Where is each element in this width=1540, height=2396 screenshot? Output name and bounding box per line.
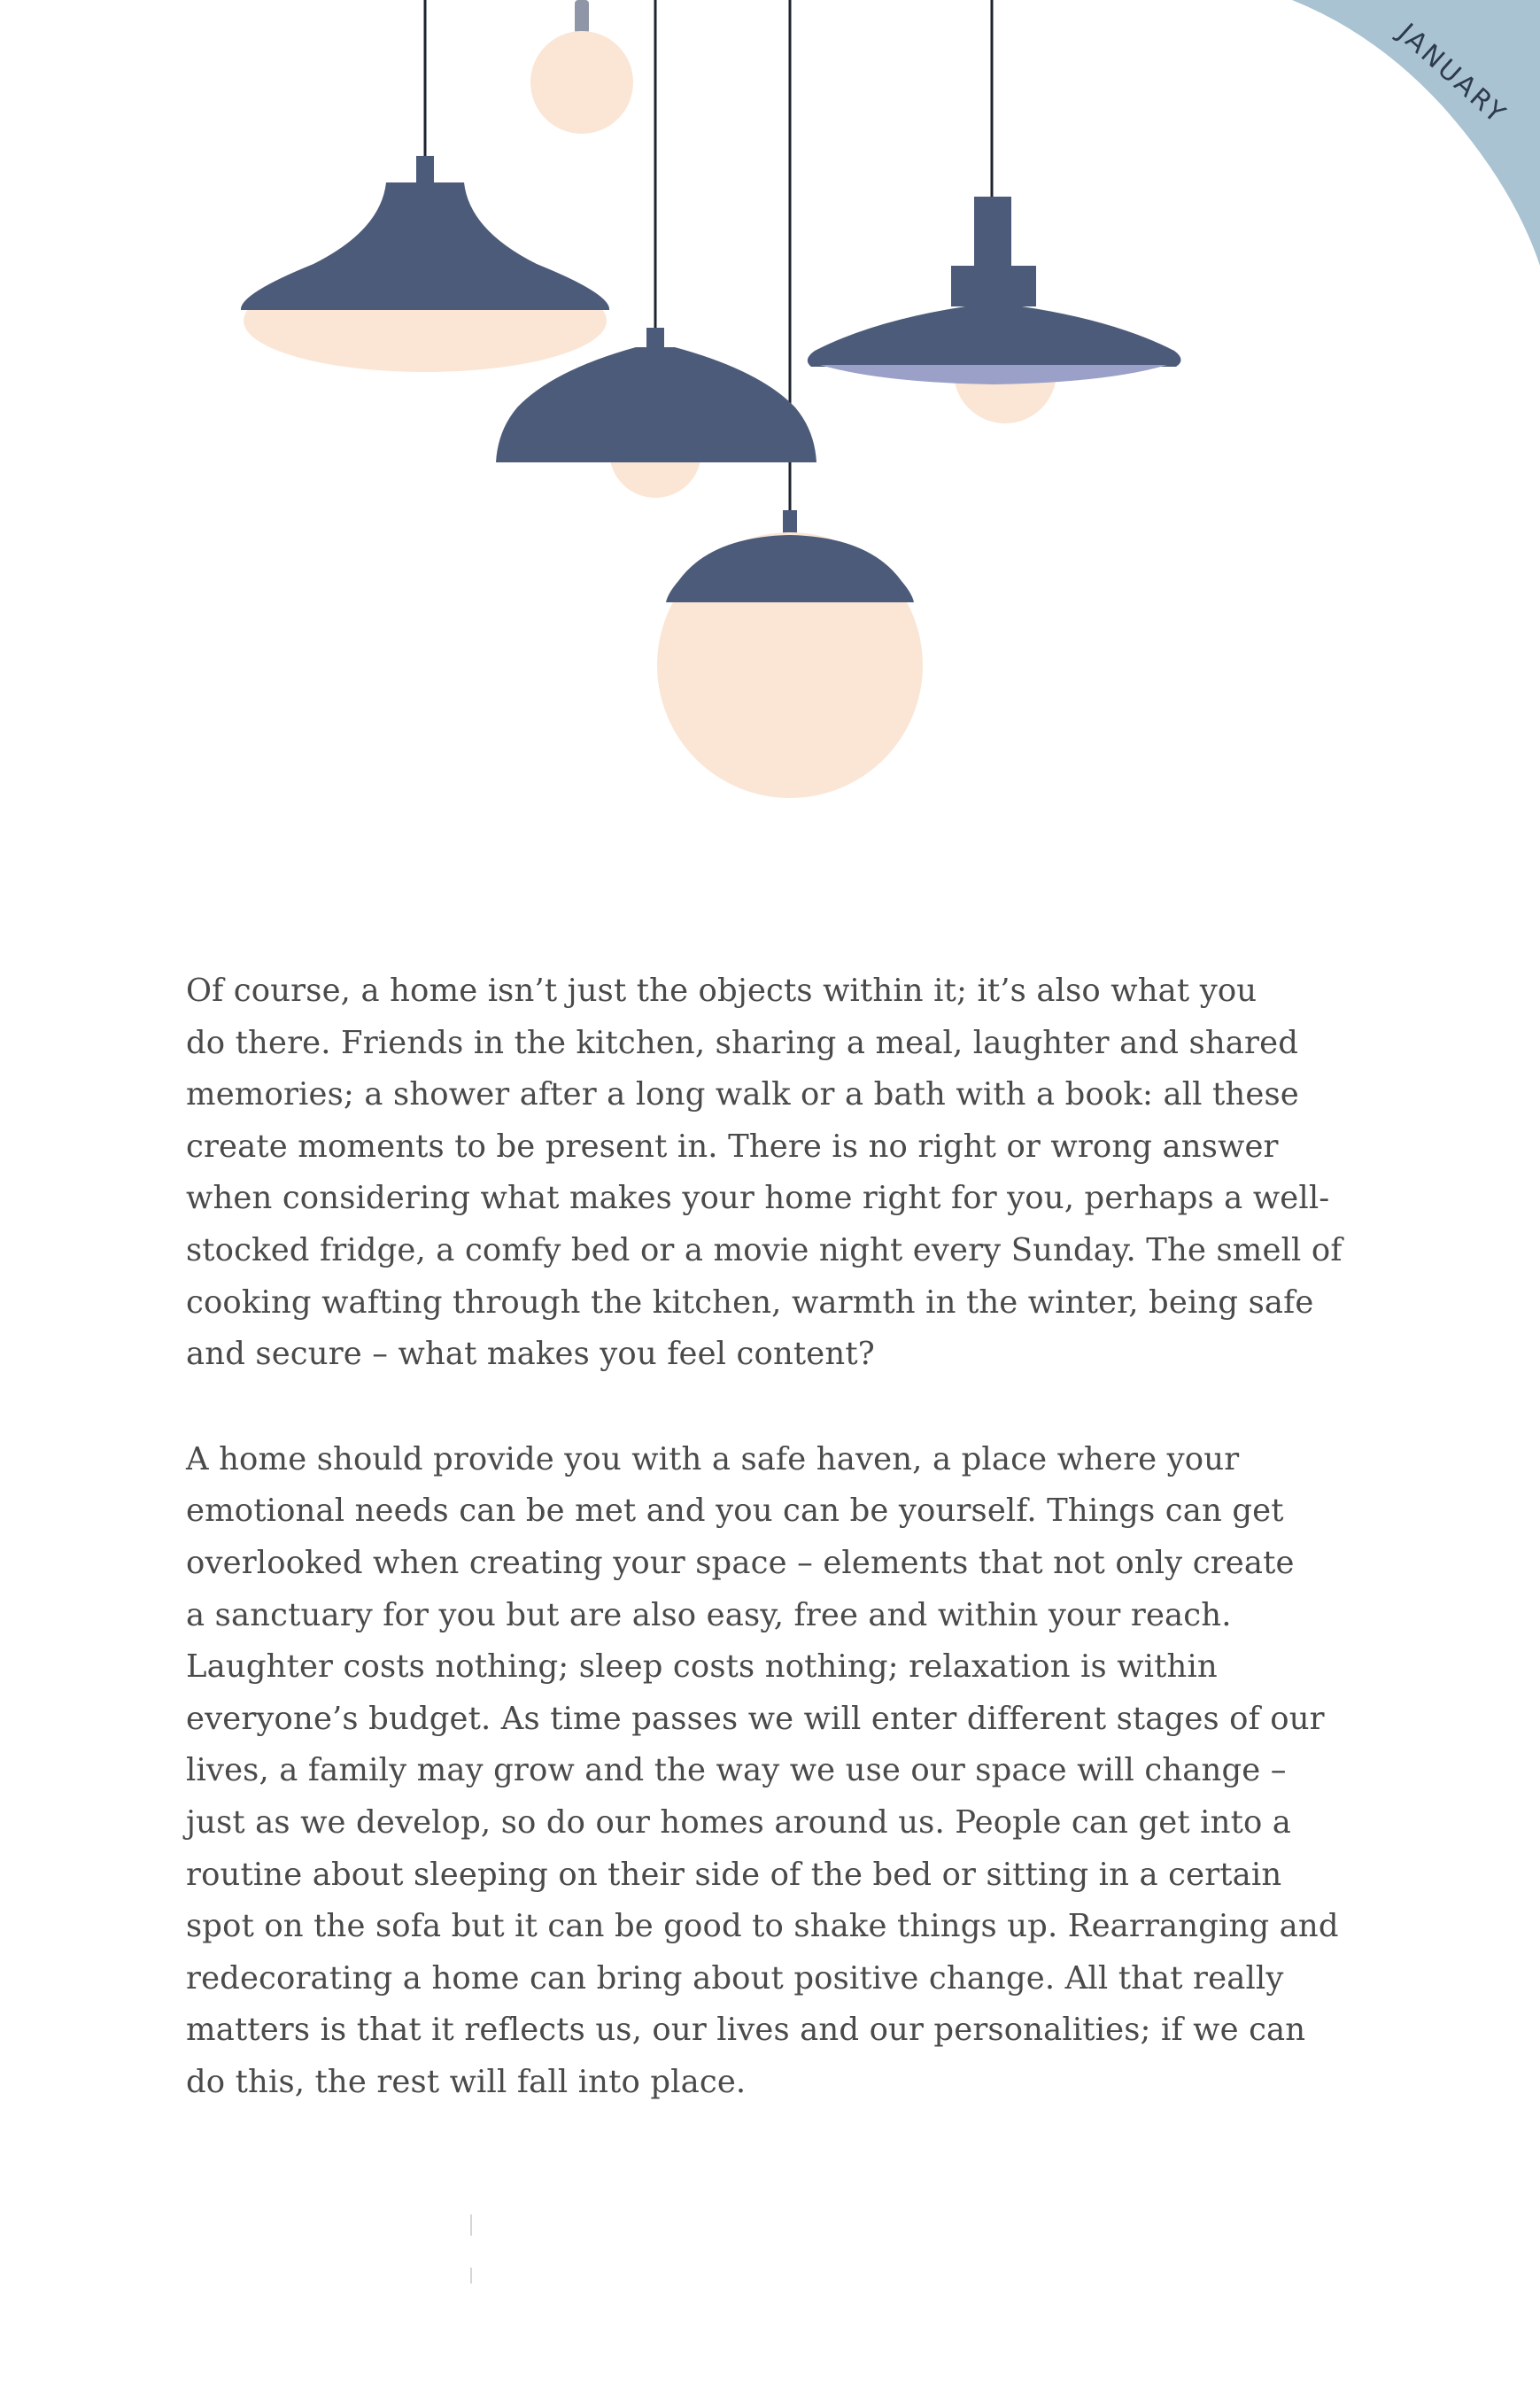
left-lamp [241,156,609,372]
globe-lamp [657,510,923,798]
text-line: redecorating a home can bring about positive change. All that really [186,1959,1284,1997]
text-line: just as we develop, so do our homes around us. People can get into a [186,1803,1292,1841]
paragraph-2 [186,1434,1390,2109]
text-line: stocked fridge, a comfy bed or a movie night every Sunday. The smell of [186,1231,1343,1268]
text-line: everyone’s budget. As time passes we will enter different stages of our [186,1700,1325,1737]
text-line: cooking wafting through the kitchen, warmth in the winter, being safe [186,1283,1314,1321]
text-line: Laughter costs nothing; sleep costs nothing; relaxation is within [186,1648,1218,1686]
text-line: a sanctuary for you but are also easy, free and within your reach. [186,1596,1232,1633]
article-body [186,965,1390,2161]
scan-artifact [470,2268,472,2284]
scan-artifact [470,2214,472,2236]
text-line: routine about sleeping on their side of the bed or sitting in a certain [186,1856,1282,1893]
small-bulb-lamp [530,0,633,134]
text-line: do this, the rest will fall into place. [186,2063,747,2100]
paragraph-1 [186,965,1390,1381]
text-line: and secure – what makes you feel content? [186,1336,875,1373]
text-line: do there. Friends in the kitchen, sharing a meal, laughter and shared [186,1024,1299,1061]
month-corner-tab [1292,0,1540,275]
text-line: Of course, a home isn’t just the objects within it; it’s also what you [186,973,1258,1009]
text-line: emotional needs can be met and you can be yourself. Things can get [186,1493,1284,1530]
text-line: lives, a family may grow and the way we use our space will change – [186,1752,1287,1789]
text-line: create moments to be present in. There is no right or wrong answer [186,1128,1279,1165]
text-line: spot on the sofa but it can be good to shake things up. Rearranging and [186,1908,1339,1945]
text-line: when considering what makes your home right for you, perhaps a well- [186,1180,1330,1217]
text-line: memories; a shower after a long walk or a bath with a book: all these [186,1076,1299,1113]
text-line: overlooked when creating your space – elements that not only create [186,1544,1295,1581]
right-lamp [808,197,1181,423]
month-label: JANUARY [1391,17,1513,131]
text-line: A home should provide you with a safe haven, a place where your [186,1440,1240,1477]
text-line: matters is that it reflects us, our lives and our personalities; if we can [186,2012,1306,2049]
